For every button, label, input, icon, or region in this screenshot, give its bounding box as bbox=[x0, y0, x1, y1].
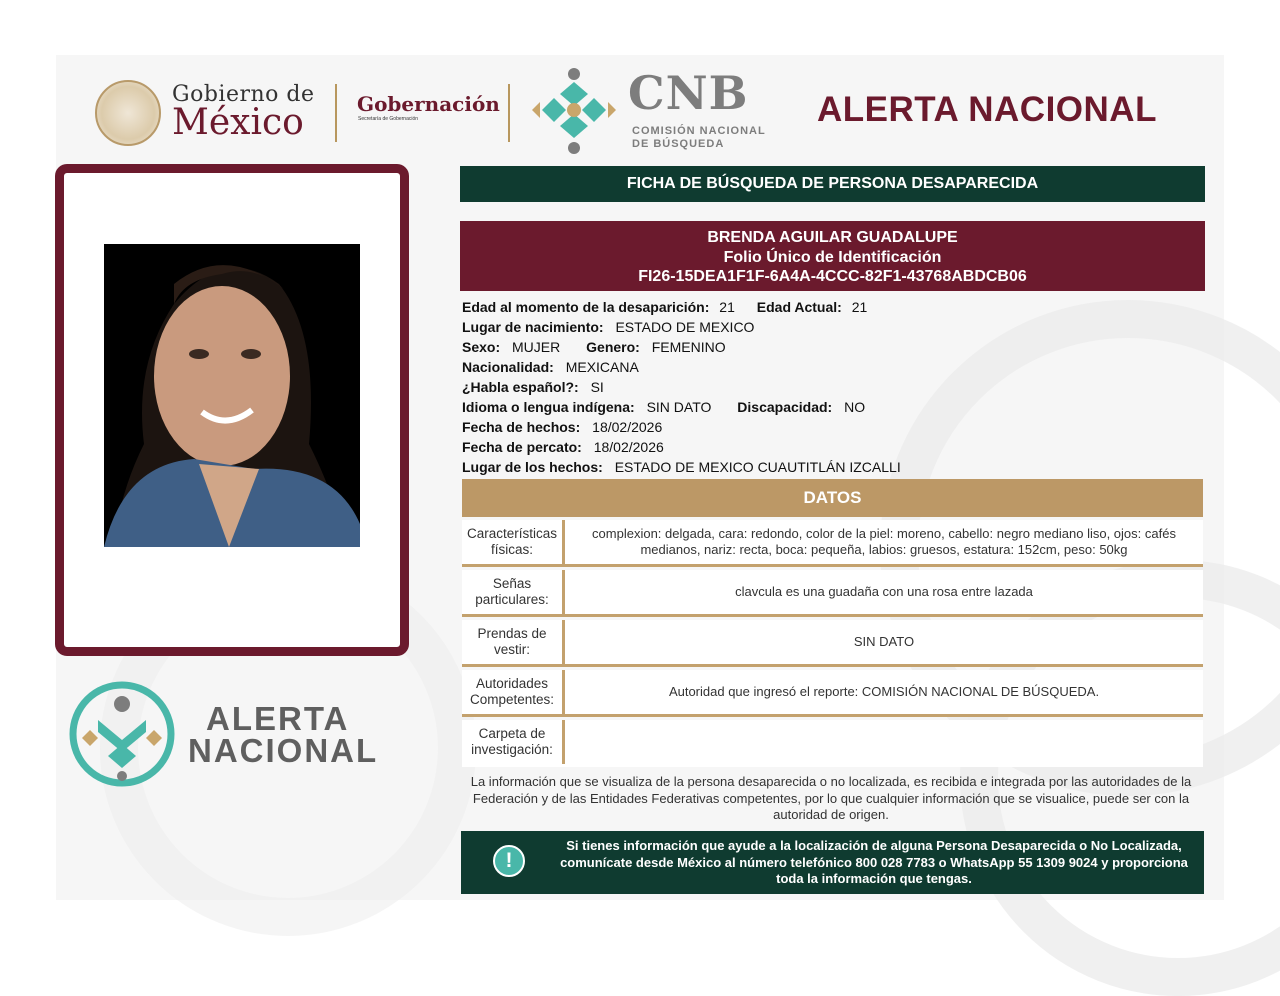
info-idioma bbox=[462, 399, 865, 415]
info-value: SIN DATO bbox=[646, 399, 712, 415]
exclamation-icon: ! bbox=[493, 845, 525, 877]
alerta-nacional-wordmark bbox=[188, 700, 379, 769]
info-label: Nacionalidad: bbox=[462, 359, 554, 375]
disclaimer-text: La información que se visualiza de la persona desaparecida o no localizada, es recibida e integrada por las autoridades de la Federación y de las Entidades Federativas competentes, por lo que cualquier información que se visualice, puede ser con la autoridad de origen. bbox=[470, 774, 1192, 822]
datos-row-carpeta bbox=[462, 720, 1203, 767]
alerta-wordmark-line1: ALERTA bbox=[206, 700, 350, 737]
missing-person-photo bbox=[104, 244, 360, 547]
datos-row-value: complexion: delgada, cara: redondo, color de la piel: moreno, cabello: negro mediano liso, ojos: cafés medianos, nariz: recta, boca: pequeña, labios: gruesos, estatura: 152cm, peso: 50kg bbox=[592, 526, 1176, 557]
gobierno-line2: México bbox=[172, 102, 304, 143]
datos-row-label: Carpeta de investigación: bbox=[462, 720, 565, 764]
cnb-emblem-icon bbox=[528, 64, 620, 156]
datos-row-label: Autoridades Competentes: bbox=[462, 670, 565, 714]
datos-row-label: Características físicas: bbox=[462, 520, 565, 564]
info-habla-espanol bbox=[462, 379, 604, 395]
info-fecha-hechos bbox=[462, 419, 662, 435]
datos-row-label: Prendas de vestir: bbox=[462, 620, 565, 664]
national-seal-icon bbox=[95, 80, 161, 146]
header bbox=[0, 0, 1280, 160]
datos-row-value: clavcula es una guadaña con una rosa entre lazada bbox=[735, 584, 1033, 599]
info-value: ESTADO DE MEXICO bbox=[615, 319, 755, 335]
photo-frame bbox=[55, 164, 409, 656]
gobierno-line1: Gobierno de bbox=[172, 82, 315, 107]
info-value: 21 bbox=[851, 299, 868, 315]
gobernacion-logo: Gobernación bbox=[357, 92, 500, 116]
info-label: Edad Actual: bbox=[756, 299, 842, 315]
info-label: Edad al momento de la desaparición: bbox=[462, 299, 710, 315]
info-sexo bbox=[462, 339, 726, 355]
info-value: MUJER bbox=[512, 339, 561, 355]
info-fecha-percato bbox=[462, 439, 664, 455]
cnb-subtitle-line1: COMISIÓN NACIONAL bbox=[632, 125, 766, 137]
info-label: Fecha de percato: bbox=[462, 439, 582, 455]
datos-row-value: Autoridad que ingresó el reporte: COMISIÓN NACIONAL DE BÚSQUEDA. bbox=[668, 684, 1100, 699]
info-value: NO bbox=[844, 399, 866, 415]
datos-row-value bbox=[565, 720, 1203, 764]
info-lugar-nacimiento bbox=[462, 319, 754, 335]
datos-heading: DATOS bbox=[462, 479, 1203, 517]
gobierno-logo bbox=[172, 82, 314, 141]
datos-row-value: SIN DATO bbox=[853, 634, 915, 649]
info-label: Genero: bbox=[586, 339, 640, 355]
info-value: ESTADO DE MEXICO CUAUTITLÁN IZCALLI bbox=[614, 459, 901, 475]
header-divider bbox=[335, 84, 337, 142]
info-label: Lugar de nacimiento: bbox=[462, 319, 604, 335]
datos-row-autoridades bbox=[462, 670, 1203, 717]
datos-row-caracteristicas bbox=[462, 520, 1203, 567]
info-value: 21 bbox=[719, 299, 735, 315]
info-label: Discapacidad: bbox=[737, 399, 833, 415]
contact-text: Si tienes información que ayude a la localización de alguna Persona Desaparecida o No Localizada, comunícate desde México al número telefónico 800 028 7783 o WhatsApp 55 1309 9024 y proporciona toda la información que tengas. bbox=[560, 838, 1188, 886]
alert-title: ALERTA NACIONAL bbox=[817, 90, 1157, 129]
cnb-subtitle-line2: DE BÚSQUEDA bbox=[632, 138, 725, 150]
info-label: Idioma o lengua indígena: bbox=[462, 399, 635, 415]
gobernacion-subtitle: Secretaría de Gobernación bbox=[358, 116, 419, 122]
person-identity-box bbox=[460, 221, 1205, 291]
contact-banner bbox=[461, 831, 1204, 894]
info-label: ¿Habla español?: bbox=[462, 379, 579, 395]
info-edad bbox=[462, 299, 867, 315]
info-nacionalidad bbox=[462, 359, 639, 375]
info-lugar-hechos bbox=[462, 459, 901, 475]
folio-value: FI26-15DEA1F1F-6A4A-4CCC-82F1-43768ABDCB06 bbox=[638, 268, 1027, 285]
folio-label: Folio Único de Identificación bbox=[723, 248, 942, 266]
info-value: 18/02/2026 bbox=[592, 419, 663, 435]
ficha-title: FICHA DE BÚSQUEDA DE PERSONA DESAPARECIDA bbox=[460, 166, 1205, 202]
alerta-wordmark-line2: NACIONAL bbox=[188, 732, 379, 769]
info-value: FEMENINO bbox=[651, 339, 726, 355]
cnb-subtitle bbox=[632, 125, 772, 151]
info-label: Lugar de los hechos: bbox=[462, 459, 603, 475]
header-divider bbox=[508, 84, 510, 142]
info-label: Sexo: bbox=[462, 339, 501, 355]
datos-row-senas bbox=[462, 570, 1203, 617]
person-name: BRENDA AGUILAR GUADALUPE bbox=[707, 229, 958, 246]
alerta-nacional-emblem-icon bbox=[68, 680, 176, 788]
info-label: Fecha de hechos: bbox=[462, 419, 581, 435]
info-value: SI bbox=[590, 379, 604, 395]
datos-row-prendas bbox=[462, 620, 1203, 667]
info-value: 18/02/2026 bbox=[593, 439, 664, 455]
photo-silhouette bbox=[104, 244, 360, 547]
datos-row-label: Señas particulares: bbox=[462, 570, 565, 614]
info-value: MEXICANA bbox=[565, 359, 639, 375]
cnb-wordmark: CNB bbox=[628, 66, 749, 120]
